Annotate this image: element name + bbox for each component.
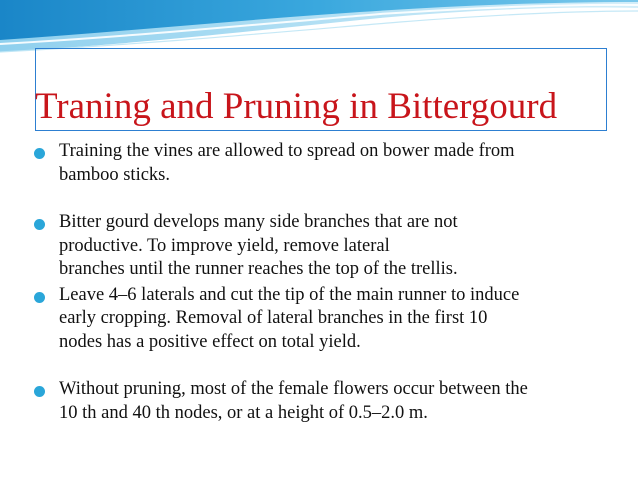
bullet-line: Without pruning, most of the female flowers occur between the [59,379,528,399]
bullet-line: 10 th and 40 th nodes, or at a height of 0.5–2.0 m. [59,402,428,423]
bullet-list [34,140,614,425]
bullet-dot-icon [34,219,45,230]
bullet-line: bamboo sticks. [59,164,170,185]
bullet-item [34,211,614,282]
bullet-line: Bitter gourd develops many side branches that are not [59,212,458,232]
bullet-line: nodes has a positive effect on total yield. [59,331,361,352]
bullet-line: branches until the runner reaches the top of the trellis. [59,259,458,279]
bullet-item [34,378,614,425]
bullet-line: productive. To improve yield, remove lateral [59,235,390,256]
bullet-line: Leave 4–6 laterals and cut the tip of the main runner to induce [59,284,520,305]
bullet-item [34,284,614,355]
bullet-item [34,140,614,187]
bullet-dot-icon [34,148,45,159]
bullet-dot-icon [34,386,45,397]
bullet-dot-icon [34,292,45,303]
bullet-line: Training the vines are allowed to spread on bower made from [59,141,515,161]
bullet-line: early cropping. Removal of lateral branches in the first 10 [59,308,488,328]
slide-title: Traning and Pruning in Bittergourd [35,86,558,127]
